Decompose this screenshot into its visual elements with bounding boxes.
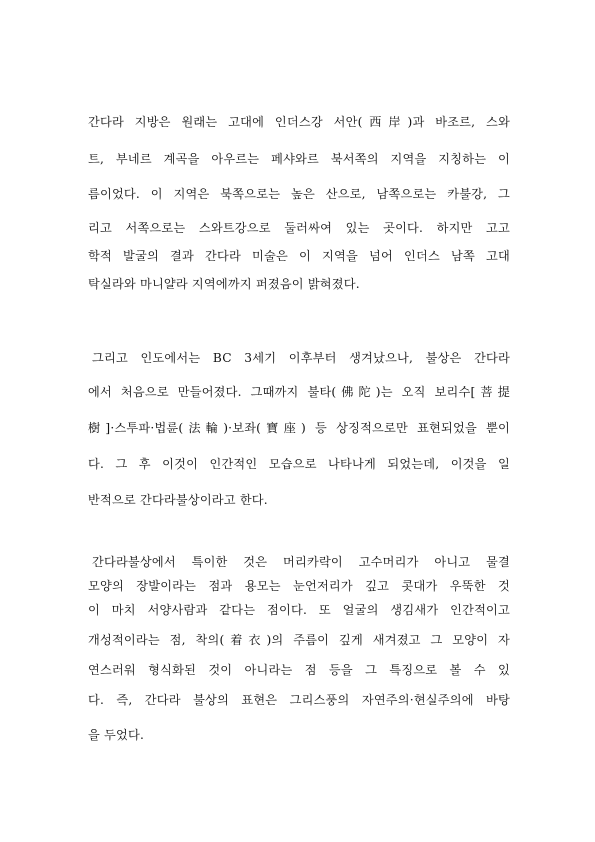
- text-line: 개성적이라는 점, 착의(着衣)의 주름이 깊게 새겨졌고 그 모양이 자: [88, 633, 510, 647]
- text-line: 다. 그 후 이것이 인간적인 모습으로 나타나게 되었는데, 이것을 일: [88, 457, 510, 471]
- text-line: 모양의 장발이라는 점과 용모는 눈언저리가 깊고 콧대가 우뚝한 것: [88, 579, 510, 593]
- text-line: 학적 발굴의 결과 간다라 미술은 이 지역을 넘어 인더스 남쪽 고대: [88, 249, 510, 263]
- text-line: 름이었다. 이 지역은 북쪽으로는 높은 산으로, 남쪽으로는 카불강, 그: [88, 187, 510, 201]
- text-line: 그리고 인도에서는 BC 3세기 이후부터 생겨났으나, 불상은 간다라: [92, 351, 510, 365]
- text-line: 에서 처음으로 만들어졌다. 그때까지 불타(佛陀)는 오직 보리수[菩提: [88, 385, 510, 399]
- text-line: 이 마치 서양사람과 같다는 점이다. 또 얼굴의 생김새가 인간적이고: [88, 603, 510, 617]
- text-line: 반적으로 간다라불상이라고 한다.: [88, 493, 268, 507]
- text-line: 연스러워 형식화된 것이 아니라는 점 등을 그 특징으로 볼 수 있: [88, 663, 510, 677]
- text-line: 간다라불상에서 특이한 것은 머리카락이 고수머리가 아니고 물결: [92, 555, 510, 569]
- text-line: 리고 서쪽으로는 스와트강으로 둘러싸여 있는 곳이다. 하지만 고고: [88, 221, 510, 235]
- text-line: 탁실라와 마니얄라 지역에까지 퍼졌음이 밝혀졌다.: [88, 277, 360, 291]
- text-line: 樹]·스투파·법륜(法輪)·보좌(寶座) 등 상징적으로만 표현되었을 뿐이: [88, 421, 510, 435]
- text-line: 다. 즉, 간다라 불상의 표현은 그리스풍의 자연주의·현실주의에 바탕: [88, 693, 510, 707]
- text-line: 트, 부네르 계곡을 아우르는 페샤와르 북서쪽의 지역을 지칭하는 이: [88, 152, 510, 166]
- text-line: 간다라 지방은 원래는 고대에 인더스강 서안(西岸)과 바조르, 스와: [88, 115, 510, 129]
- text-line: 을 두었다.: [88, 728, 145, 742]
